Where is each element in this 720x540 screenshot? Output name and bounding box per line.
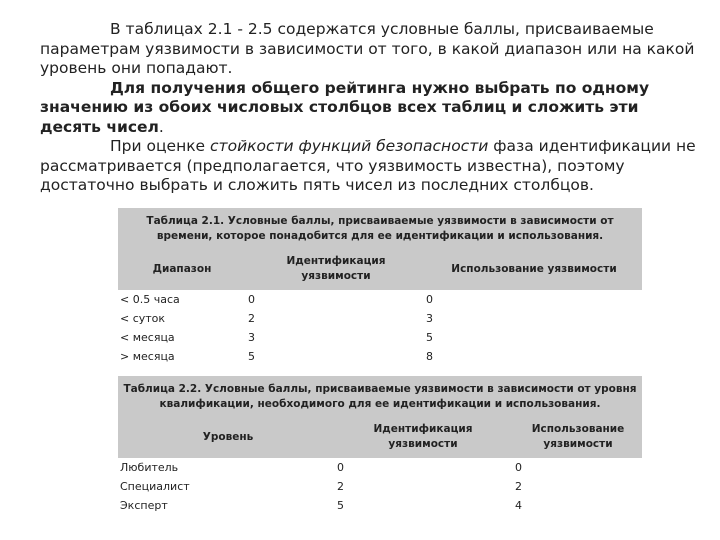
cell-range: > месяца <box>120 350 175 363</box>
cell-identification: 0 <box>337 461 344 474</box>
paragraph-3-start: При оценке <box>110 137 211 155</box>
cell-level: Любитель <box>120 461 179 474</box>
table-row <box>118 496 642 515</box>
table-row <box>118 309 642 328</box>
table-row <box>118 328 642 347</box>
paragraph-2 <box>40 79 700 138</box>
paragraph-1: В таблицах 2.1 - 2.5 содержатся условные баллы, присваиваемые параметрам уязвимости в зависимости от того, в какой диапазон или на какой уровень они попадают. <box>40 20 695 77</box>
table-row <box>118 290 642 309</box>
paragraph-2-end: . <box>158 117 164 136</box>
col-usage-header: Использование уязвимости <box>531 423 625 450</box>
table-row <box>118 458 642 477</box>
col-level-header: Уровень <box>202 431 254 443</box>
cell-usage: 3 <box>426 312 433 325</box>
cell-level: Специалист <box>120 480 190 493</box>
cell-range: < 0.5 часа <box>120 293 180 306</box>
table-2-2 <box>118 376 642 515</box>
cell-range: < месяца <box>120 331 175 344</box>
cell-identification: 0 <box>248 293 255 306</box>
table-2-1 <box>118 208 642 366</box>
cell-usage: 2 <box>515 480 522 493</box>
col-identification-header: Идентификация уязвимости <box>373 423 473 450</box>
table-row <box>118 477 642 496</box>
cell-range: < суток <box>120 312 166 325</box>
table-row <box>118 347 642 366</box>
cell-level: Эксперт <box>120 499 168 512</box>
cell-usage: 0 <box>426 293 433 306</box>
cell-identification: 2 <box>337 480 344 493</box>
col-usage-header: Использование уязвимости <box>451 263 617 275</box>
cell-identification: 2 <box>248 312 255 325</box>
cell-usage: 4 <box>515 499 522 512</box>
cell-usage: 5 <box>426 331 433 344</box>
cell-identification: 5 <box>337 499 344 512</box>
paragraph-3-end: фаза идентификации не рассматривается (предполагается, что уязвимость известна), поэтому достаточно выбрать и сложить пять чисел из последних столбцов. <box>40 137 696 194</box>
intro-text <box>40 20 700 196</box>
cell-usage: 0 <box>515 461 522 474</box>
table-2-2-caption: Таблица 2.2. Условные баллы, присваиваемые уязвимости в зависимости от уровня квалификации, необходимого для ее идентификации и использования. <box>118 376 642 418</box>
paragraph-3 <box>40 137 700 196</box>
paragraph-3-italic: стойкости функций безопасности <box>210 137 489 155</box>
col-range-header: Диапазон <box>152 263 212 275</box>
table-2-1-caption: Таблица 2.1. Условные баллы, присваиваемые уязвимости в зависимости от времени, которое понадобится для ее идентификации и использования. <box>118 208 642 250</box>
paragraph-2-bold: Для получения общего рейтинга нужно выбрать по одному значению из обоих числовых столбцов всех таблиц и сложить эти десять чисел <box>40 78 650 136</box>
cell-usage: 8 <box>426 350 433 363</box>
table-2-1-header <box>118 250 642 290</box>
cell-identification: 5 <box>248 350 255 363</box>
cell-identification: 3 <box>248 331 255 344</box>
table-2-2-header <box>118 418 642 458</box>
col-identification-header: Идентификация уязвимости <box>286 255 386 282</box>
